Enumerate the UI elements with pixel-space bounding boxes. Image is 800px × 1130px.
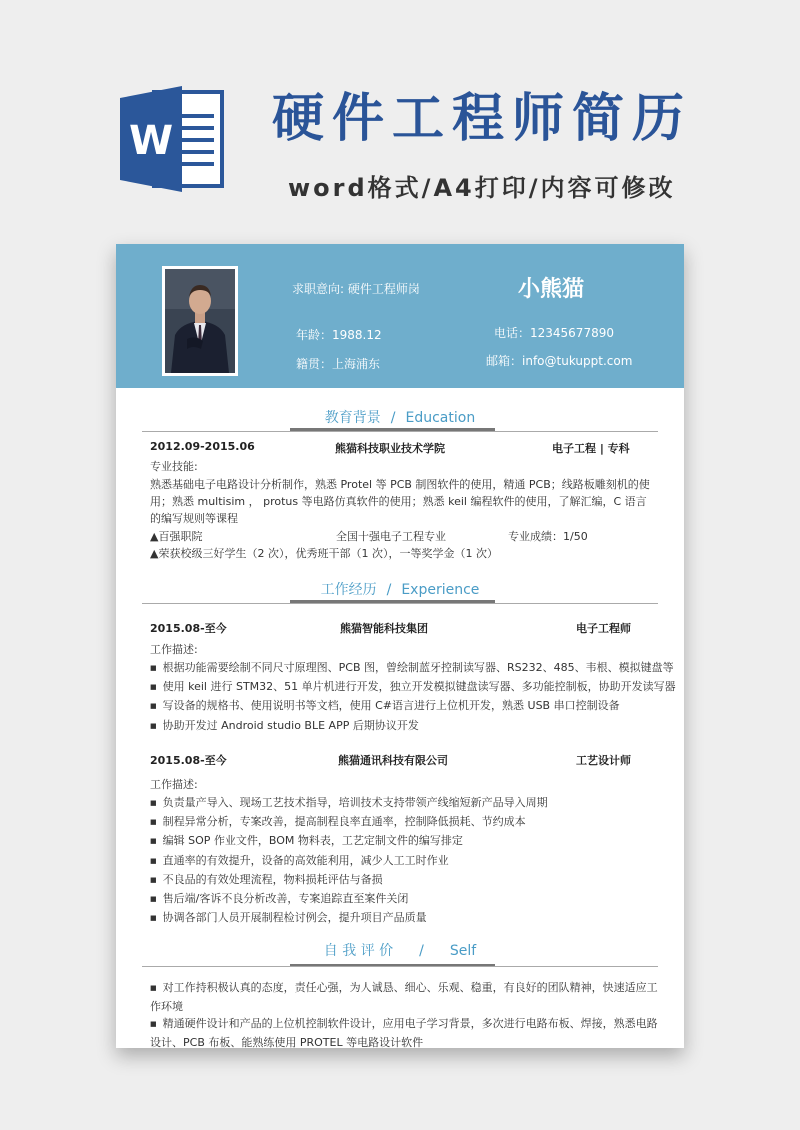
resume-page	[116, 244, 684, 1048]
job2-period: 2015.08-至今	[150, 754, 227, 767]
work-title-sep: /	[386, 582, 392, 598]
education-divider	[142, 431, 658, 432]
word-doc-icon	[118, 84, 230, 194]
skills-text: 熟悉基础电子电路设计分析制作，熟悉 Protel 等 PCB 制图软件的使用，精通 PCB；线路板雕刻机的使用；熟悉 multisim ， protus 等电路仿真软件的使用；熟悉 keil 编程软件的使用，了解汇编，C 语言的编写规则等课程	[150, 478, 650, 525]
job2-duty: ■ 协调各部门人员开展制程检讨例会，提升项目产品质量	[150, 909, 548, 928]
work-divider	[142, 603, 658, 604]
work-title-en: Experience	[401, 582, 480, 598]
job-intent: 求职意向: 硬件工程师岗	[292, 282, 420, 296]
email-field: 邮箱：info@tukuppt.com	[486, 354, 633, 368]
education-major: 电子工程 | 专科	[552, 442, 630, 455]
education-title-cn: 教育背景	[324, 410, 381, 426]
education-period: 2012.09-2015.06	[150, 440, 255, 453]
job2-duty: ■ 直通率的有效提升，设备的高效能利用，减少人工工时作业	[150, 852, 548, 871]
education-score: 专业成绩：1/50	[508, 530, 588, 543]
job2-duty: ■ 不良品的有效处理流程，物料损耗评估与备损	[150, 871, 548, 890]
resume-header	[116, 244, 684, 388]
job1-duty: ■ 使用 keil 进行 STM32、51 单片机进行开发，独立开发模拟键盘读写器、多功能控制板，协助开发读写器	[150, 678, 676, 697]
job2-duty: ■ 负责量产导入、现场工艺技术指导，培训技术支持带领产线缩短新产品导入周期	[150, 794, 548, 813]
job1-company: 熊猫智能科技集团	[340, 622, 428, 635]
self-section-title	[116, 940, 684, 960]
candidate-name: 小熊猫	[518, 277, 585, 302]
phone-field: 电话：12345677890	[494, 326, 614, 340]
self-divider	[142, 966, 658, 967]
education-honor-1a: ▲百强职院	[150, 530, 203, 543]
education-section-title	[116, 407, 684, 427]
self-evaluation-list	[150, 979, 660, 1048]
job1-duties	[150, 659, 676, 736]
banner-title: 硬件工程师简历	[272, 89, 693, 149]
job2-duty: ■ 编辑 SOP 作业文件，BOM 物料表，工艺定制文件的编写排定	[150, 832, 548, 851]
job2-duty: ■ 制程异常分析，专案改善，提高制程良率直通率，控制降低损耗、节约成本	[150, 813, 548, 832]
education-honor-1b: 全国十强电子工程专业	[336, 530, 446, 543]
education-title-en: Education	[405, 410, 476, 426]
job1-role: 电子工程师	[576, 622, 631, 635]
job1-period: 2015.08-至今	[150, 622, 227, 635]
job2-duty: ■ 售后端/客诉不良分析改善，专案追踪直至案件关闭	[150, 890, 548, 909]
self-title-sep: /	[419, 943, 424, 959]
self-item: ■ 精通硬件设计和产品的上位机控制软件设计，应用电子学习背景，多次进行电路布板、焊接，熟悉电路设计、PCB 布板、能熟练使用 PROTEL 等电路设计软件	[150, 1015, 660, 1048]
banner	[0, 0, 800, 230]
education-title-sep: /	[390, 410, 396, 426]
origin-field: 籍贯：上海浦东	[296, 357, 381, 371]
skills-label: 专业技能:	[150, 460, 198, 473]
job1-duty: ■ 写设备的规格书、使用说明书等文档，使用 C#语言进行上位机开发，熟悉 USB 串口控制设备	[150, 697, 676, 716]
portrait-photo	[162, 266, 238, 376]
job1-duty: ■ 根据功能需要绘制不同尺寸原理图、PCB 图，曾绘制蓝牙控制读写器、RS232、485、韦根、模拟键盘等	[150, 659, 676, 678]
job1-duty: ■ 协助开发过 Android studio BLE APP 后期协议开发	[150, 717, 676, 736]
self-title-cn: 自 我 评 价	[323, 943, 394, 959]
job2-company: 熊猫通讯科技有限公司	[338, 754, 448, 767]
job1-desc-label: 工作描述:	[150, 643, 198, 656]
self-title-en: Self	[449, 943, 477, 959]
work-section-title	[116, 579, 684, 599]
job2-desc-label: 工作描述:	[150, 778, 198, 791]
self-item: ■ 对工作持积极认真的态度，责任心强，为人诚恳、细心、乐观、稳重，有良好的团队精神，快速适应工作环境	[150, 979, 660, 1015]
job2-role: 工艺设计师	[576, 754, 631, 767]
age-field: 年龄：1988.12	[296, 328, 382, 342]
svg-text:W: W	[128, 118, 174, 164]
banner-subtitle: word格式/A4打印/内容可修改	[288, 174, 676, 202]
education-honor-2: ▲荣获校级三好学生（2 次），优秀班干部（1 次），一等奖学金（1 次）	[150, 547, 498, 560]
job2-duties	[150, 794, 548, 928]
work-title-cn: 工作经历	[320, 582, 377, 598]
education-school: 熊猫科技职业技术学院	[335, 442, 445, 455]
